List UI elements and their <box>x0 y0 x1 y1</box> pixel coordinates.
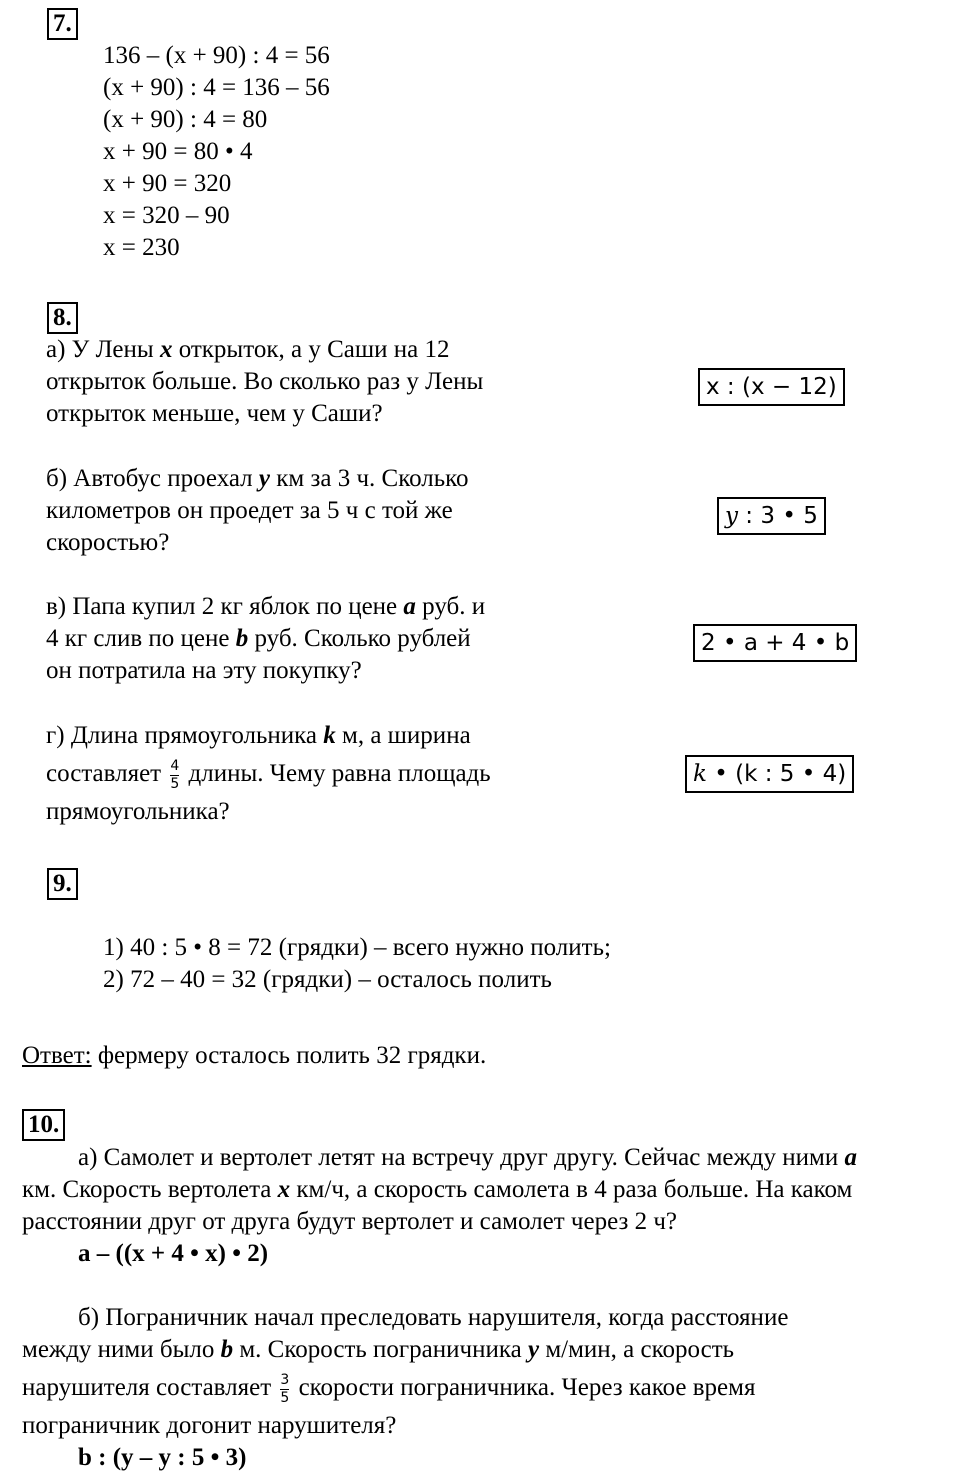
variable: y <box>527 1336 540 1363</box>
task8-answer-b <box>717 497 826 535</box>
variable: а <box>844 1144 857 1171</box>
equation-line: x = 320 – 90 <box>103 202 230 229</box>
problem-line: б) Пограничник начал преследовать нарушителя, когда расстояние <box>78 1304 789 1331</box>
equation-line: (x + 90) : 4 = 136 – 56 <box>103 74 330 101</box>
text: руб. и <box>415 593 486 620</box>
variable: k <box>693 761 707 787</box>
fraction-denominator: 5 <box>170 775 180 792</box>
task8-problem-a <box>46 334 566 430</box>
task8-answer-a: x : (x − 12) <box>698 368 845 406</box>
task10-problem-a <box>22 1142 960 1270</box>
task8-problem-b <box>46 463 566 559</box>
problem-line: километров он проедет за 5 ч с той же <box>46 497 453 524</box>
fraction-numerator: 3 <box>280 1371 290 1388</box>
task8-answer-v: 2 • a + 4 • b <box>693 624 857 662</box>
task9-answer <box>22 1040 486 1072</box>
fraction-denominator: 5 <box>280 1389 290 1406</box>
text: км за 3 ч. Сколько <box>270 465 469 492</box>
equation-line: x = 230 <box>103 234 180 261</box>
answer-label: Ответ: <box>22 1042 92 1069</box>
text: длины. Чему равна площадь <box>182 760 491 787</box>
fraction <box>280 1373 289 1406</box>
text: руб. Сколько рублей <box>248 625 471 652</box>
variable: k <box>323 722 336 749</box>
text: в) Папа купил 2 кг яблок по цене <box>46 593 404 620</box>
problem-line <box>46 334 566 366</box>
text: скорости пограничника. Через какое время <box>292 1374 756 1401</box>
text: нарушителя составляет <box>22 1374 278 1401</box>
problem-line <box>46 463 566 495</box>
equation-line: 136 – (x + 90) : 4 = 56 <box>103 42 330 69</box>
text: а) У Лены <box>46 336 160 363</box>
equation-line: x + 90 = 80 • 4 <box>103 138 253 165</box>
text: км. Скорость вертолета <box>22 1176 278 1203</box>
text: : 3 • 5 <box>738 503 818 529</box>
variable: y <box>725 503 738 529</box>
problem-line: прямоугольника? <box>46 798 230 825</box>
task8-answer-g <box>685 755 854 793</box>
problem-line <box>46 752 566 796</box>
formula: a – ((x + 4 • x) • 2) <box>78 1240 269 1267</box>
task7-number: 7. <box>47 8 78 40</box>
problem-line <box>22 1366 960 1410</box>
problem-line <box>22 1142 960 1174</box>
task8-number: 8. <box>47 302 78 334</box>
answer-text: фермеру осталось полить 32 грядки. <box>91 1042 487 1069</box>
text: между ними было <box>22 1336 221 1363</box>
text: м/мин, а скорость <box>539 1336 735 1363</box>
variable: b <box>235 625 249 652</box>
text: м. Скорость пограничника <box>233 1336 528 1363</box>
problem-line <box>46 623 566 655</box>
fraction <box>170 759 179 792</box>
task8-problem-g <box>46 720 566 828</box>
fraction-numerator: 4 <box>170 757 180 774</box>
problem-line: открыток больше. Во сколько раз у Лены <box>46 368 484 395</box>
solution-step: 2) 72 – 40 = 32 (грядки) – осталось полить <box>103 966 552 993</box>
variable: a <box>403 593 416 620</box>
problem-line: он потратила на эту покупку? <box>46 657 362 684</box>
problem-line: открыток меньше, чем у Саши? <box>46 400 383 427</box>
text: а) Самолет и вертолет летят на встречу друг другу. Сейчас между ними <box>78 1144 845 1171</box>
problem-line <box>46 720 566 752</box>
task7-equation-chain <box>103 40 330 264</box>
problem-line: пограничник догонит нарушителя? <box>22 1412 397 1439</box>
task9-solution <box>103 932 611 996</box>
text: • (k : 5 • 4) <box>706 761 847 787</box>
task8-problem-v <box>46 591 566 687</box>
equation-line: x + 90 = 320 <box>103 170 232 197</box>
text: г) Длина прямоугольника <box>46 722 324 749</box>
task10-number: 10. <box>22 1109 65 1141</box>
text: б) Автобус проехал <box>46 465 259 492</box>
variable: y <box>258 465 271 492</box>
text: м, а ширина <box>335 722 471 749</box>
text: 4 кг слив по цене <box>46 625 236 652</box>
problem-line <box>22 1174 960 1206</box>
equation-line: (x + 90) : 4 = 80 <box>103 106 268 133</box>
variable: x <box>159 336 173 363</box>
variable: x <box>277 1176 291 1203</box>
task9-number: 9. <box>47 868 78 900</box>
solution-step: 1) 40 : 5 • 8 = 72 (грядки) – всего нужно полить; <box>103 934 611 961</box>
variable: b <box>220 1336 234 1363</box>
text: открыток, а у Саши на 12 <box>172 336 450 363</box>
problem-line: расстоянии друг от друга будут вертолет и самолет через 2 ч? <box>22 1208 678 1235</box>
text: составляет <box>46 760 168 787</box>
task10-problem-b <box>22 1302 960 1474</box>
problem-line <box>46 591 566 623</box>
problem-line: скоростью? <box>46 529 170 556</box>
text: км/ч, а скорость самолета в 4 раза больше. На каком <box>290 1176 853 1203</box>
problem-line <box>22 1334 960 1366</box>
formula: b : (y – y : 5 • 3) <box>78 1444 247 1471</box>
